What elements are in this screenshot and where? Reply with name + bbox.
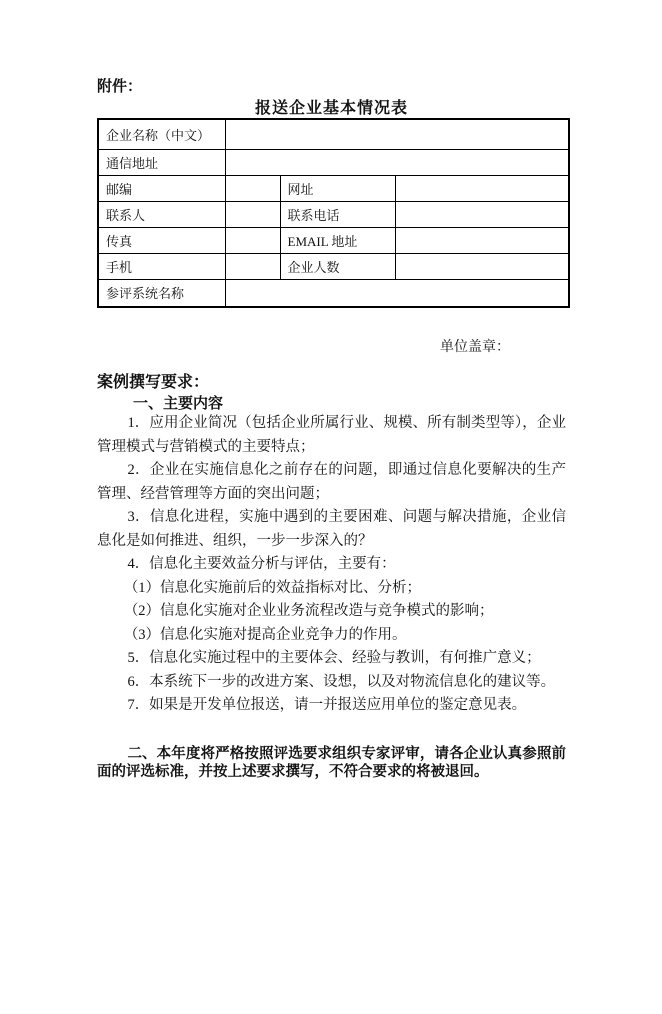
- table-row: [98, 149, 569, 175]
- document-page: [0, 78, 662, 1014]
- table-row: [98, 175, 569, 201]
- field-label-system-name: 参评系统名称: [98, 279, 225, 307]
- field-label-mobile: 手机: [98, 253, 225, 279]
- field-value-system-name: [225, 279, 569, 307]
- table-row: [98, 201, 569, 227]
- requirements-list: [97, 412, 566, 718]
- requirement-item-1: 1．应用企业简况（包括企业所属行业、规模、所有制类型等），企业管理模式与营销模式的主要特点；: [97, 415, 566, 455]
- attachment-label: 附件：: [97, 79, 143, 95]
- field-value-email: [395, 227, 569, 253]
- requirement-item-4-1: （1）信息化实施前后的效益指标对比、分析；: [123, 579, 422, 596]
- table-row: [98, 279, 569, 307]
- requirement-item-2: 2．企业在实施信息化之前存在的问题，即通过信息化要解决的生产管理、经营管理等方面的突出问题；: [97, 462, 566, 502]
- field-value-company-name: [225, 119, 569, 149]
- requirement-item-5: 5．信息化实施过程中的主要体会、经验与教训，有何推广意义；: [127, 650, 541, 666]
- field-label-contact-phone: 联系电话: [280, 201, 395, 227]
- requirement-item-3: 3．信息化进程，实施中遇到的主要困难、问题与解决措施，企业信息化是如何推进、组织，一步一步深入的？: [97, 509, 566, 549]
- field-value-mobile: [225, 253, 280, 279]
- field-value-website: [395, 175, 569, 201]
- field-value-employee-count: [395, 253, 569, 279]
- field-label-email: EMAIL 地址: [280, 227, 395, 253]
- field-value-fax: [225, 227, 280, 253]
- field-label-website: 网址: [280, 175, 395, 201]
- field-label-contact-person: 联系人: [98, 201, 225, 227]
- requirement-item-7: 7．如果是开发单位报送，请一并报送应用单位的鉴定意见表。: [127, 697, 527, 713]
- field-value-contact-phone: [395, 201, 569, 227]
- enterprise-info-table: [97, 118, 570, 308]
- section-heading-case-requirements: 案例撰写要求：: [97, 374, 210, 391]
- unit-seal-label: 单位盖章：: [440, 340, 510, 355]
- field-label-mailing-address: 通信地址: [98, 149, 225, 175]
- field-label-company-name: 企业名称（中文）: [98, 119, 225, 149]
- table-row: [98, 227, 569, 253]
- requirement-item-4-3: （3）信息化实施对提高企业竞争力的作用。: [123, 626, 407, 643]
- field-value-mailing-address: [225, 149, 569, 175]
- requirement-item-4-2: （2）信息化实施对企业业务流程改造与竞争模式的影响；: [123, 603, 494, 619]
- field-value-postcode: [225, 175, 280, 201]
- final-review-note: 二、本年度将严格按照评选要求组织专家评审，请各企业认真参照前面的评选标准，并按上述要求撰写，不符合要求的将被退回。: [97, 745, 566, 780]
- subsection-heading-main-content: 一、主要内容: [133, 396, 224, 412]
- field-label-employee-count: 企业人数: [280, 253, 395, 279]
- requirement-item-4: 4．信息化主要效益分析与评估，主要有：: [127, 556, 396, 572]
- field-label-postcode: 邮编: [98, 175, 225, 201]
- page-title: 报送企业基本情况表: [254, 100, 408, 117]
- table-row: [98, 253, 569, 279]
- requirement-item-6: 6．本系统下一步的改进方案、设想，以及对物流信息化的建议等。: [127, 673, 556, 690]
- field-value-contact-person: [225, 201, 280, 227]
- table-row: [98, 119, 569, 149]
- field-label-fax: 传真: [98, 227, 225, 253]
